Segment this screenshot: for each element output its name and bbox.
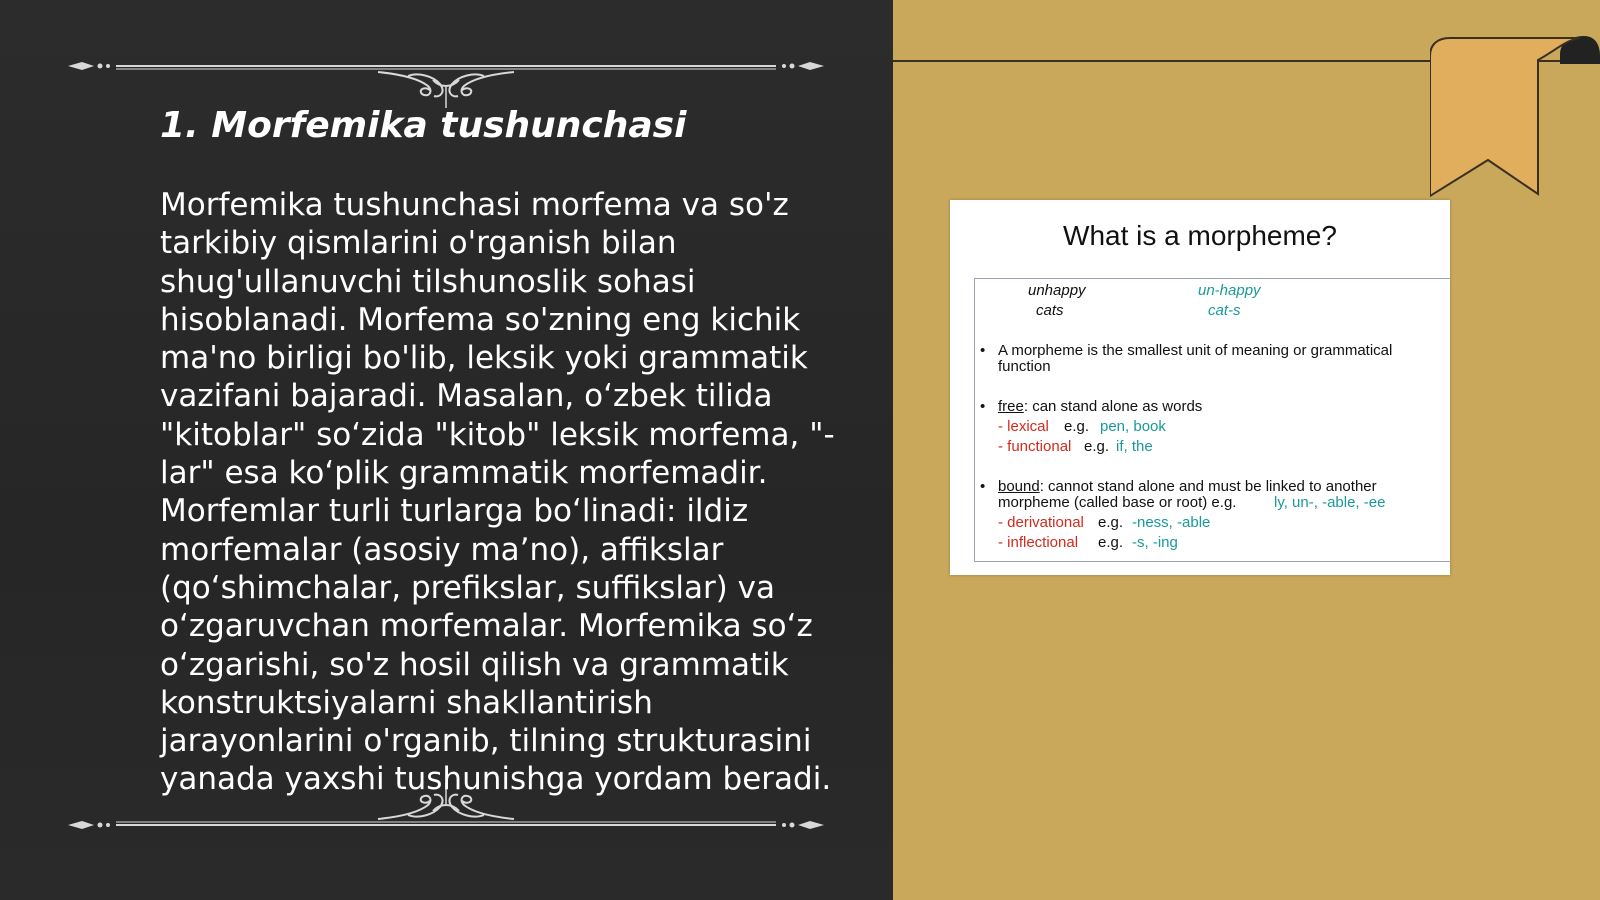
example-split-unhappy: un-happy bbox=[1198, 282, 1261, 299]
free-heading: free: can stand alone as words bbox=[998, 398, 1203, 415]
slide-title: 1. Morfemika tushunchasi bbox=[160, 105, 687, 146]
bullet-icon: • bbox=[980, 478, 986, 495]
functional-label: - functional bbox=[998, 438, 1072, 455]
definition-line-1: A morpheme is the smallest unit of meaning or grammatical bbox=[998, 342, 1393, 359]
lexical-eg: e.g. bbox=[1064, 418, 1090, 435]
functional-eg: e.g. bbox=[1084, 438, 1110, 455]
bookmark-ribbon-icon bbox=[1430, 34, 1600, 204]
top-ornament-divider bbox=[68, 50, 824, 110]
derivational-label: - derivational bbox=[998, 514, 1084, 531]
functional-examples: if, the bbox=[1116, 438, 1153, 455]
derivational-eg: e.g. bbox=[1098, 514, 1124, 531]
inflectional-eg: e.g. bbox=[1098, 534, 1124, 551]
example-word-unhappy: unhappy bbox=[1028, 282, 1086, 299]
lexical-label: - lexical bbox=[998, 418, 1049, 435]
bound-heading: bound: cannot stand alone and must be linked to another bbox=[998, 478, 1377, 495]
example-split-cats: cat-s bbox=[1208, 302, 1241, 319]
bound-line-2: morpheme (called base or root) e.g. bbox=[998, 494, 1237, 511]
morpheme-figure-card bbox=[950, 200, 1450, 575]
example-word-cats: cats bbox=[1036, 302, 1064, 319]
slide-body-text: Morfemika tushunchasi morfema va so'z tarkibiy qismlarini o'rganish bilan shug'ullanuvchi tilshunoslik sohasi hisoblanadi. Morfema so'zning eng kichik ma'no birligi bo'lib, leksik yoki grammatik vazifani bajaradi. Masalan, o‘zbek tilida "kitoblar" so‘zida "kitob" leksik morfema, "-lar" esa ko‘plik grammatik morfemadir. Morfemlar turli turlarga bo‘linadi: ildiz morfemalar (asosiy ma’no), affikslar (qo‘shimchalar, prefikslar, suffikslar) va o‘zgaruvchan morfemalar. Morfemika so‘z o‘zgarishi, so'z hosil qilish va grammatik konstruktsiyalarni shakllantirish jarayonlarini o'rganib, tilning strukturasini yanada yaxshi tushunishga yordam beradi. bbox=[160, 187, 835, 798]
figure-title: What is a morpheme? bbox=[1063, 220, 1337, 251]
definition-line-2: function bbox=[998, 358, 1051, 375]
bullet-icon: • bbox=[980, 398, 986, 415]
inflectional-examples: -s, -ing bbox=[1132, 534, 1178, 551]
bound-examples: ly, un-, -able, -ee bbox=[1274, 494, 1386, 511]
lexical-examples: pen, book bbox=[1100, 418, 1166, 435]
inflectional-label: - inflectional bbox=[998, 534, 1079, 551]
derivational-examples: -ness, -able bbox=[1132, 514, 1211, 531]
bullet-icon: • bbox=[980, 342, 986, 359]
